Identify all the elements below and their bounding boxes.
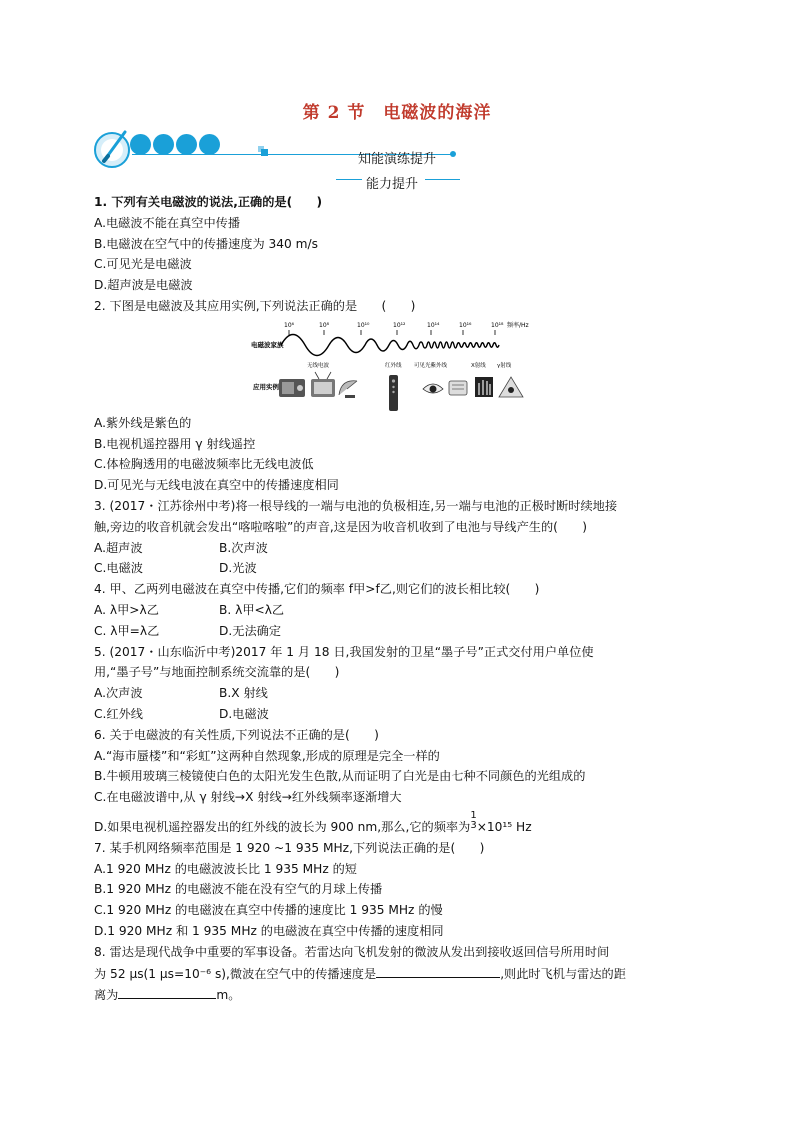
bullet-icon xyxy=(450,151,456,157)
option: D.1 920 MHz 和 1 935 MHz 的电磁波在真空中传播的速度相同 xyxy=(94,923,444,938)
row-label-apps: 应用实例 xyxy=(253,382,279,391)
numerator: 1 xyxy=(470,809,477,821)
xray-hand-icon xyxy=(475,377,493,397)
option xyxy=(94,809,704,838)
option: B.1 920 MHz 的电磁波不能在没有空气的月球上传播 xyxy=(94,882,383,897)
section-banner xyxy=(92,128,472,200)
question-text: 为 52 μs(1 μs=10⁻⁶ s),微波在空气中的传播速度是 xyxy=(94,966,377,981)
radiation-icon xyxy=(499,377,523,397)
fraction xyxy=(470,811,476,831)
question-text: ,则此时飞机与雷达的距 xyxy=(500,966,626,981)
tv-icon xyxy=(311,372,335,397)
band-label: X射线 xyxy=(471,362,486,369)
option: D.可见光与无线电波在真空中的传播速度相同 xyxy=(94,478,339,493)
question-8 xyxy=(94,942,704,1006)
eye-icon xyxy=(423,384,443,393)
question-4 xyxy=(94,579,704,641)
freq-tick: 10¹⁸ xyxy=(491,321,504,329)
question-text: 离为 xyxy=(94,988,119,1003)
freq-tick: 10¹² xyxy=(393,321,406,329)
question-stem: 5. (2017・山东临沂中考)2017 年 1 月 18 日,我国发射的卫星“墨子号”正式交付用户单位使 xyxy=(94,644,594,659)
band-label: 无线电波 xyxy=(307,362,330,369)
freq-tick: 10⁶ xyxy=(284,321,295,329)
option: C.在电磁波谱中,从 γ 射线→X 射线→红外线频率逐渐增大 xyxy=(94,790,402,805)
option: C.可见光是电磁波 xyxy=(94,257,192,272)
question-stem: 7. 某手机网络频率范围是 1 920 ~1 935 MHz,下列说法正确的是( ) xyxy=(94,840,485,855)
question-stem: 3. (2017・江苏徐州中考)将一根导线的一端与电池的负极相连,另一端与电池的正极时断时续地接 xyxy=(94,498,618,513)
question-stem: 6. 关于电磁波的有关性质,下列说法不正确的是( ) xyxy=(94,727,379,742)
option: A.紫外线是紫色的 xyxy=(94,415,192,430)
question-3 xyxy=(94,496,704,579)
uv-lamp-icon xyxy=(449,381,467,395)
section-heading: 知能演练提升 xyxy=(358,152,437,167)
option: B.电视机遥控器用 γ 射线遥控 xyxy=(94,436,256,451)
freq-tick: 10⁸ xyxy=(319,321,330,329)
row-label-family: 电磁波家族 xyxy=(251,340,284,349)
question-list xyxy=(94,192,704,1006)
satellite-dish-icon xyxy=(339,381,357,398)
option: C.红外线 xyxy=(94,706,143,721)
question-5 xyxy=(94,642,704,725)
em-spectrum-figure xyxy=(94,317,704,413)
question-7 xyxy=(94,838,704,942)
option: D.无法确定 xyxy=(219,623,282,638)
remote-control-icon xyxy=(389,375,398,411)
option: A.1 920 MHz 的电磁波波长比 1 935 MHz 的短 xyxy=(94,861,357,876)
option: C. λ甲=λ乙 xyxy=(94,623,160,638)
question-6 xyxy=(94,725,704,838)
divider xyxy=(425,179,460,180)
em-spectrum-diagram xyxy=(249,319,549,413)
freq-tick: 10¹⁰ xyxy=(357,321,370,329)
freq-unit: 频率/Hz xyxy=(507,321,529,329)
band-label: 红外线 xyxy=(385,362,402,369)
option: A.超声波 xyxy=(94,540,143,555)
option: C.电磁波 xyxy=(94,561,143,576)
question-stem-cont: 触,旁边的收音机就会发出“喀啦喀啦”的声音,这是因为收音机收到了电池与导线产生的( ) xyxy=(94,519,588,534)
option-text-end: ×10¹⁵ Hz xyxy=(476,819,532,834)
answer-blank-distance[interactable] xyxy=(118,984,216,999)
divider xyxy=(336,179,362,180)
option: B. λ甲<λ乙 xyxy=(219,602,285,617)
option: A.次声波 xyxy=(94,686,143,701)
question-1 xyxy=(94,192,704,296)
option: B.X 射线 xyxy=(219,686,268,701)
page-title: 第 2 节 电磁波的海洋 xyxy=(302,103,492,123)
option: B.牛顿用玻璃三棱镜使白色的太阳光发生色散,从而证明了白光是由七种不同颜色的光组成的 xyxy=(94,769,586,784)
option: C.1 920 MHz 的电磁波在真空中传播的速度比 1 935 MHz 的慢 xyxy=(94,903,443,918)
option: A. λ甲>λ乙 xyxy=(94,602,159,617)
question-stem: 1. 下列有关电磁波的说法,正确的是( ) xyxy=(94,195,323,209)
option: A.“海市蜃楼”和“彩虹”这两种自然现象,形成的原理是完全一样的 xyxy=(94,748,440,763)
option: D.光波 xyxy=(219,561,257,576)
question-stem: 2. 下图是电磁波及其应用实例,下列说法正确的是 ( ) xyxy=(94,298,416,313)
answer-blank-speed[interactable] xyxy=(376,963,500,978)
freq-tick: 10¹⁴ xyxy=(427,321,440,329)
option: C.体检胸透用的电磁波频率比无线电波低 xyxy=(94,457,314,472)
em-wave xyxy=(281,334,499,355)
denominator: 3 xyxy=(470,819,477,831)
option: D.电磁波 xyxy=(219,706,269,721)
option-text: D.如果电视机遥控器发出的红外线的波长为 900 nm,那么,它的频率为 xyxy=(94,819,471,834)
question-stem: 8. 雷达是现代战争中重要的军事设备。若雷达向飞机发射的微波从发出到接收返回信号所用时间 xyxy=(94,944,610,959)
question-2 xyxy=(94,296,704,496)
option: B.次声波 xyxy=(219,540,268,555)
band-label: γ射线 xyxy=(497,362,512,369)
option: B.电磁波在空气中的传播速度为 340 m/s xyxy=(94,236,319,251)
subsection-heading: 能力提升 xyxy=(366,177,419,192)
band-label: 可见光紫外线 xyxy=(414,362,448,369)
radio-icon xyxy=(279,379,305,397)
question-stem-cont: 用,“墨子号”与地面控制系统交流靠的是( ) xyxy=(94,665,340,680)
question-stem: 4. 甲、乙两列电磁波在真空中传播,它们的频率 f甲>f乙,则它们的波长相比较( ) xyxy=(94,582,540,597)
freq-tick: 10¹⁶ xyxy=(459,321,472,329)
brush-logo-icon xyxy=(92,128,134,170)
decorative-dots xyxy=(130,134,220,155)
question-text: m。 xyxy=(216,988,241,1003)
option: A.电磁波不能在真空中传播 xyxy=(94,215,241,230)
option: D.超声波是电磁波 xyxy=(94,278,193,293)
